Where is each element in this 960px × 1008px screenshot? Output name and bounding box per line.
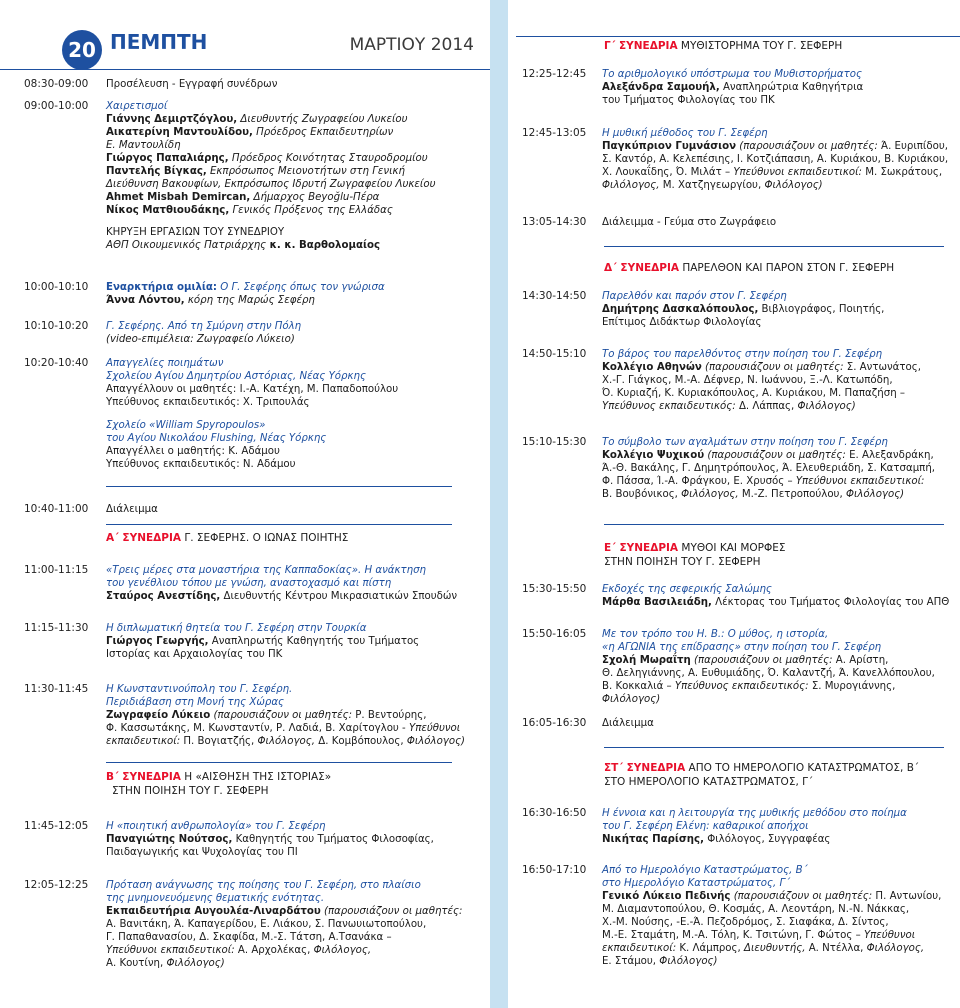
speaker-line: Μάρθα Βασιλειάδη, Λέκτορας του Τμήματος Φιλολογίας του ΑΠΘ — [602, 597, 950, 608]
time-slot: 09:00-10:00 — [24, 100, 89, 112]
session-content — [602, 127, 954, 192]
session-title: Εκδοχές της σεφερικής Σαλώμης — [602, 584, 772, 595]
header-rule — [0, 69, 490, 70]
schedule-row — [522, 290, 954, 329]
speaker-line: Υπεύθυνος εκπαιδευτικός: Δ. Λάππας, Φιλόλογος) — [602, 401, 856, 412]
time-slot: 13:05-14:30 — [522, 216, 587, 228]
session-title: Με τον τρόπο του Η. Β.: Ο μύθος, η ιστορία, — [602, 629, 829, 640]
speaker-line: Γιάννης Δεμιρτζόγλου, Διευθυντής Ζωγραφείου Λυκείου — [106, 114, 408, 125]
schedule-row — [522, 68, 954, 107]
speaker-line: Α. Κουτίνη, Φιλόλογος) — [106, 958, 225, 969]
speaker-line: Αικατερίνη Μαντουλίδου, Πρόεδρος Εκπαιδευτηρίων — [106, 127, 394, 138]
speaker-line: Αλεξάνδρα Σαμουήλ, Αναπληρώτρια Καθηγήτρια — [602, 82, 864, 93]
session-title: Εναρκτήρια ομιλία: Ο Γ. Σεφέρης όπως τον γνώρισα — [106, 282, 385, 293]
session-content — [106, 820, 480, 859]
schedule-row — [24, 320, 480, 346]
time-slot: 10:10-10:20 — [24, 320, 89, 332]
month-year: ΜΑΡΤΙΟΥ 2014 — [349, 35, 474, 55]
speaker-line: Χ. Λουκαΐδης, Ό. Μιλάτ – Υπεύθυνοι εκπαιδευτικοί: Μ. Σωκράτους, — [602, 167, 943, 178]
speaker-line: Ζωγραφείο Λύκειο (παρουσιάζουν οι μαθητές: Ρ. Βεντούρης, — [106, 710, 427, 721]
speaker-line: Επίτιμος Διδάκτωρ Φιλολογίας — [602, 317, 762, 328]
time-slot: 12:05-12:25 — [24, 879, 89, 891]
session-title: Το αριθμολογικό υπόστρωμα του Μυθιστορήματος — [602, 69, 862, 80]
session-title: Η «ποιητική ανθρωπολογία» του Γ. Σεφέρη — [106, 821, 326, 832]
speaker-line: εκπαιδευτικοί: Π. Βογιατζής, Φιλόλογος, Δ. Κομβόπουλος, Φιλόλογος) — [106, 736, 466, 747]
school-name: Σχολείου Αγίου Δημητρίου Αστόριας, Νέας Υόρκης — [106, 371, 366, 382]
session-title: Χαιρετισμοί — [106, 101, 168, 112]
session-title: Παρελθόν και παρόν στον Γ. Σεφέρη — [602, 291, 787, 302]
session-content — [106, 281, 480, 307]
speaker-line: Νίκος Ματθιουδάκης, Γενικός Πρόξενος της Ελλάδας — [106, 205, 393, 216]
speaker-line: Μ.-Ε. Σταμάτη, Μ.-Α. Τόλη, Κ. Τσιτώνη, Γ. Φώτος – Υπεύθυνοι — [602, 930, 916, 941]
schedule-row — [24, 820, 480, 859]
separator — [106, 524, 452, 525]
speaker-line: Ahmet Misbah Demircan, Δήμαρχος Beyoğlu-Πέρα — [106, 192, 380, 203]
speaker-line: Φ. Κασσωτάκης, Μ. Κωνσταντίν, Ρ. Λαδιά, Β. Χαρίτογλου - Υπεύθυνοι — [106, 723, 461, 734]
day-number-badge: 20 — [62, 30, 102, 70]
school-name: Σχολείο «William Spyropoulos» — [106, 420, 266, 431]
time-slot: 08:30-09:00 — [24, 78, 89, 90]
speaker-line: Απαγγέλλει ο μαθητής: Κ. Αδάμου — [106, 446, 280, 457]
time-slot: 15:10-15:30 — [522, 436, 587, 448]
schedule-row — [522, 717, 954, 730]
schedule-row — [24, 622, 480, 661]
schedule-row — [24, 100, 480, 252]
speaker-line: Υπεύθυνοι εκπαιδευτικοί: Α. Αρχολέκας, Φιλόλογος, — [106, 945, 372, 956]
separator — [106, 486, 452, 487]
session-title: Η διπλωματική θητεία του Γ. Σεφέρη στην Τουρκία — [106, 623, 367, 634]
speaker-line: Γενικό Λύκειο Πεδινής (παρουσιάζουν οι μαθητές: Π. Αντωνίου, — [602, 891, 942, 902]
schedule-row — [522, 807, 954, 846]
schedule-row — [522, 216, 954, 229]
speaker-line: Χ.-Γ. Γιάγκος, Μ.-Α. Δέφνερ, Ν. Ιωάννου, Ξ.-Λ. Κατωπόδη, — [602, 375, 893, 386]
time-slot: 15:50-16:05 — [522, 628, 587, 640]
session-title: του γενέθλιου τόπου με γνώση, αναστοχασμό και πίστη — [106, 578, 392, 589]
section-d-title: Δ΄ ΣΥΝΕΔΡΙΑ ΠΑΡΕΛΘΟΝ ΚΑΙ ΠΑΡΟΝ ΣΤΟΝ Γ. ΣΕΦΕΡΗ — [604, 262, 895, 274]
speaker-line: Κολλέγιο Αθηνών (παρουσιάζουν οι μαθητές: Σ. Αντωνάτος, — [602, 362, 921, 373]
session-content — [106, 564, 480, 603]
separator — [106, 762, 452, 763]
right-top-rule — [516, 36, 960, 37]
separator — [604, 747, 944, 748]
schedule-row — [24, 683, 480, 748]
time-slot: 11:45-12:05 — [24, 820, 89, 832]
session-content — [106, 683, 480, 748]
speaker-line: Α. Βανιτάκη, Ά. Καπαγερίδου, Ε. Λιάκου, Σ. Πανωυιωτοπούλου, — [106, 919, 427, 930]
speaker-line: Κολλέγιο Ψυχικού (παρουσιάζουν οι μαθητές: Ε. Αλεξανδράκη, — [602, 450, 934, 461]
time-slot: 12:45-13:05 — [522, 127, 587, 139]
speaker-line: Σ. Καντόρ, Α. Κελεπέσιης, Ι. Κοτζιάπασιη, Α. Κυριάκου, Β. Κυριάκου, — [602, 154, 949, 165]
speaker-line: Απαγγέλλουν οι μαθητές: Ι.-Α. Κατέχη, Μ. Παπαδοπούλου — [106, 384, 399, 395]
speaker-line: Παιδαγωγικής και Ψυχολογίας του ΠΙ — [106, 847, 298, 858]
schedule-row — [24, 503, 480, 516]
schedule-row — [522, 436, 954, 501]
time-slot: 16:50-17:10 — [522, 864, 587, 876]
section-st-title: ΣΤ΄ ΣΥΝΕΔΡΙΑ ΑΠΟ ΤΟ ΗΜΕΡΟΛΟΓΙΟ ΚΑΤΑΣΤΡΩΜΑΤΟΣ, Β΄ ΣΤΟ ΗΜΕΡΟΛΟΓΙΟ ΚΑΤΑΣΤΡΩΜΑΤΟΣ, Γ΄ — [604, 762, 920, 788]
session-title: Η έννοια και η λειτουργία της μυθικής μεθόδου στο ποίημα — [602, 808, 907, 819]
opening-title: ΚΗΡΥΞΗ ΕΡΓΑΣΙΩΝ ΤΟΥ ΣΥΝΕΔΡΙΟΥ — [106, 227, 285, 238]
session-title: Η μυθική μέθοδος του Γ. Σεφέρη — [602, 128, 768, 139]
session-content — [602, 864, 954, 968]
session-title: Το βάρος του παρελθόντος στην ποίηση του Γ. Σεφέρη — [602, 349, 883, 360]
speaker-line: Παναγιώτης Νούτσος, Καθηγητής του Τμήματος Φιλοσοφίας, — [106, 834, 434, 845]
session-note: (video-επιμέλεια: Ζωγραφείο Λύκειο) — [106, 334, 295, 345]
session-title: στο Ημερολόγιο Καταστρώματος, Γ΄ — [602, 878, 791, 889]
speaker-line: Εκπαιδευτήρια Αυγουλέα-Λιναρδάτου (παρουσιάζουν οι μαθητές: — [106, 906, 463, 917]
center-band — [490, 0, 508, 1008]
time-slot: 11:15-11:30 — [24, 622, 89, 634]
speaker-line: Γιώργος Γεωργής, Αναπληρωτής Καθηγητής του Τμήματος — [106, 636, 420, 647]
session-content — [602, 628, 954, 706]
schedule-row — [522, 864, 954, 968]
schedule-row — [24, 281, 480, 307]
speaker-line: Φιλόλογος, Μ. Χατζηγεωργίου, Φιλόλογος) — [602, 180, 823, 191]
speaker-line: Γιώργος Παπαλιάρης, Πρόεδρος Κοινότητας Σταυροδρομίου — [106, 153, 428, 164]
time-slot: 11:00-11:15 — [24, 564, 89, 576]
session-title: της μνημονευόμενης θεματικής ενότητας. — [106, 893, 325, 904]
time-slot: 14:30-14:50 — [522, 290, 587, 302]
time-slot: 12:25-12:45 — [522, 68, 587, 80]
session-content — [106, 320, 480, 346]
session-title: «η ΑΓΩΝΙΑ της επίδρασης» στην ποίηση του Γ. Σεφέρη — [602, 642, 882, 653]
session-content — [602, 348, 954, 413]
speaker-line: Δημήτρης Δασκαλόπουλος, Βιβλιογράφος, Ποιητής, — [602, 304, 885, 315]
schedule-row — [24, 879, 480, 970]
separator — [604, 524, 944, 525]
schedule-row — [24, 78, 480, 91]
session-title: Περιδιάβαση στη Μονή της Χώρας — [106, 697, 285, 708]
separator — [604, 246, 944, 247]
session-content — [106, 357, 480, 471]
speaker-line: Μ. Διαμαντοπούλου, Θ. Κοσμάς, Α. Λεοντάρη, Ν.-Ν. Νάκκας, — [602, 904, 910, 915]
session-title: Από το Ημερολόγιο Καταστρώματος, Β΄ — [602, 865, 808, 876]
opening-speaker: ΑΘΠ Οικουμενικός Πατριάρχης κ. κ. Βαρθολομαίος — [106, 240, 380, 251]
session-content — [602, 290, 954, 329]
schedule-row — [24, 564, 480, 603]
section-e-title: Ε΄ ΣΥΝΕΔΡΙΑ ΜΥΘΟΙ ΚΑΙ ΜΟΡΦΕΣ ΣΤΗΝ ΠΟΙΗΣΗ ΤΟΥ Γ. ΣΕΦΕΡΗ — [604, 542, 786, 568]
session-text: Προσέλευση - Εγγραφή συνέδρων — [106, 79, 278, 90]
time-slot: 15:30-15:50 — [522, 583, 587, 595]
section-b-title: Β΄ ΣΥΝΕΔΡΙΑ Η «ΑΙΣΘΗΣΗ ΤΗΣ ΙΣΤΟΡΙΑΣ» ΣΤΗΝ ΠΟΙΗΣΗ ΤΟΥ Γ. ΣΕΦΕΡΗ — [106, 771, 332, 797]
speaker-line: Γ. Παπαθανασίου, Δ. Σκαφίδα, Μ.-Σ. Τάτση, Α.Τσανάκα – — [106, 932, 392, 943]
section-a-title: Α΄ ΣΥΝΕΔΡΙΑ Γ. ΣΕΦΕΡΗΣ. Ο ΙΩΝΑΣ ΠΟΙΗΤΗΣ — [106, 532, 349, 544]
schedule-row — [522, 628, 954, 706]
speaker-line: Θ. Δεληγιάννης, Α. Ευθυμιάδης, Ό. Καλαντζή, Ά. Κανελλόπουλου, — [602, 668, 935, 679]
speaker-line: Ά.-Θ. Βακάλης, Γ. Δημητρόπουλος, Ά. Ελευθεριάδη, Σ. Κατσαμπή, — [602, 463, 936, 474]
day-header — [52, 20, 482, 70]
speaker-line: εκπαιδευτικοί: Κ. Λάμπρος, Διευθυντής, Α. Ντέλλα, Φιλόλογος, — [602, 943, 925, 954]
speaker-line: Χ.-Μ. Νούσης, -Ε.-Ά. Πεζοδρόμος, Σ. Σιαφάκα, Δ. Σίντος, — [602, 917, 889, 928]
speaker-line: Παγκύπριον Γυμνάσιον (παρουσιάζουν οι μαθητές: Ά. Ευριπίδου, — [602, 141, 948, 152]
speaker-line: Ε. Μαντουλίδη — [106, 140, 181, 151]
session-content — [106, 879, 480, 970]
time-slot: 16:05-16:30 — [522, 717, 587, 729]
time-slot: 16:30-16:50 — [522, 807, 587, 819]
session-title: «Τρεις μέρες στα μοναστήρια της Καππαδοκίας». Η ανάκτηση — [106, 565, 426, 576]
session-text: Διάλειμμα - Γεύμα στο Ζωγράφειο — [602, 217, 777, 228]
session-content — [602, 583, 954, 609]
speaker-line: Άννα Λόντου, κόρη της Μαρώς Σεφέρη — [106, 295, 315, 306]
session-title: Γ. Σεφέρης. Από τη Σμύρνη στην Πόλη — [106, 321, 302, 332]
speaker-line: Διεύθυνση Βακουφίων, Εκπρόσωπος Ιδρυτή Ζωγραφείου Λυκείου — [106, 179, 436, 190]
section-g-title: Γ΄ ΣΥΝΕΔΡΙΑ ΜΥΘΙΣΤΟΡΗΜΑ ΤΟΥ Γ. ΣΕΦΕΡΗ — [604, 40, 843, 52]
session-content — [602, 807, 954, 846]
time-slot: 11:30-11:45 — [24, 683, 89, 695]
speaker-line: Ιστορίας και Αρχαιολογίας του ΠΚ — [106, 649, 283, 660]
session-title: Η Κωνσταντινούπολη του Γ. Σεφέρη. — [106, 684, 293, 695]
speaker-line: Σταύρος Ανεστίδης, Διευθυντής Κέντρου Μικρασιατικών Σπουδών — [106, 591, 458, 602]
session-content — [106, 100, 480, 252]
speaker-line: Υπεύθυνος εκπαιδευτικός: Χ. Τριπουλάς — [106, 397, 310, 408]
speaker-line: Υπεύθυνος εκπαιδευτικός: Ν. Αδάμου — [106, 459, 296, 470]
speaker-line: Β. Κοκκαλιά – Υπεύθυνος εκπαιδευτικός: Σ. Μυρογιάννης, Φιλόλογος) — [602, 681, 896, 705]
day-name: ΠΕΜΠΤΗ — [110, 30, 208, 54]
schedule-row — [522, 348, 954, 413]
schedule-row — [522, 127, 954, 192]
speaker-line: Ό. Κυριαζή, Κ. Κυριακόπουλος, Α. Κυριάκου, Μ. Παπαζήση – — [602, 388, 906, 399]
schedule-row — [24, 357, 480, 471]
speaker-line: Β. Βουβόνικος, Φιλόλογος, Μ.-Ζ. Πετροπούλου, Φιλόλογος) — [602, 489, 905, 500]
speaker-line: Σχολή Μωραΐτη (παρουσιάζουν οι μαθητές: Α. Αρίστη, — [602, 655, 889, 666]
session-content — [602, 68, 954, 107]
speaker-line: Φ. Πάσσα, Ί.-Α. Φράγκου, Ε. Χρυσός – Υπεύθυνοι εκπαιδευτικοί: — [602, 476, 925, 487]
speaker-line: Νικήτας Παρίσης, Φιλόλογος, Συγγραφέας — [602, 834, 831, 845]
time-slot: 14:50-15:10 — [522, 348, 587, 360]
time-slot: 10:40-11:00 — [24, 503, 89, 515]
session-title: του Γ. Σεφέρη Ελένη: καθαρικοί αποήχοι — [602, 821, 809, 832]
session-title: Πρόταση ανάγνωσης της ποίησης του Γ. Σεφέρη, στο πλαίσιο — [106, 880, 421, 891]
school-name: του Αγίου Νικολάου Flushing, Νέας Υόρκης — [106, 433, 327, 444]
session-title: Απαγγελίες ποιημάτων — [106, 358, 224, 369]
session-text: Διάλειμμα — [602, 718, 654, 729]
session-content — [106, 622, 480, 661]
session-content — [602, 436, 954, 501]
speaker-line: Ε. Στάμου, Φιλόλογος) — [602, 956, 718, 967]
schedule-row — [522, 583, 954, 609]
speaker-line: του Τμήματος Φιλολογίας του ΠΚ — [602, 95, 775, 106]
time-slot: 10:00-10:10 — [24, 281, 89, 293]
time-slot: 10:20-10:40 — [24, 357, 89, 369]
session-title: Το σύμβολο των αγαλμάτων στην ποίηση του Γ. Σεφέρη — [602, 437, 888, 448]
speaker-line: Παντελής Βίγκας, Εκπρόσωπος Μειονοτήτων στη Γενική — [106, 166, 405, 177]
session-text: Διάλειμμα — [106, 504, 158, 515]
